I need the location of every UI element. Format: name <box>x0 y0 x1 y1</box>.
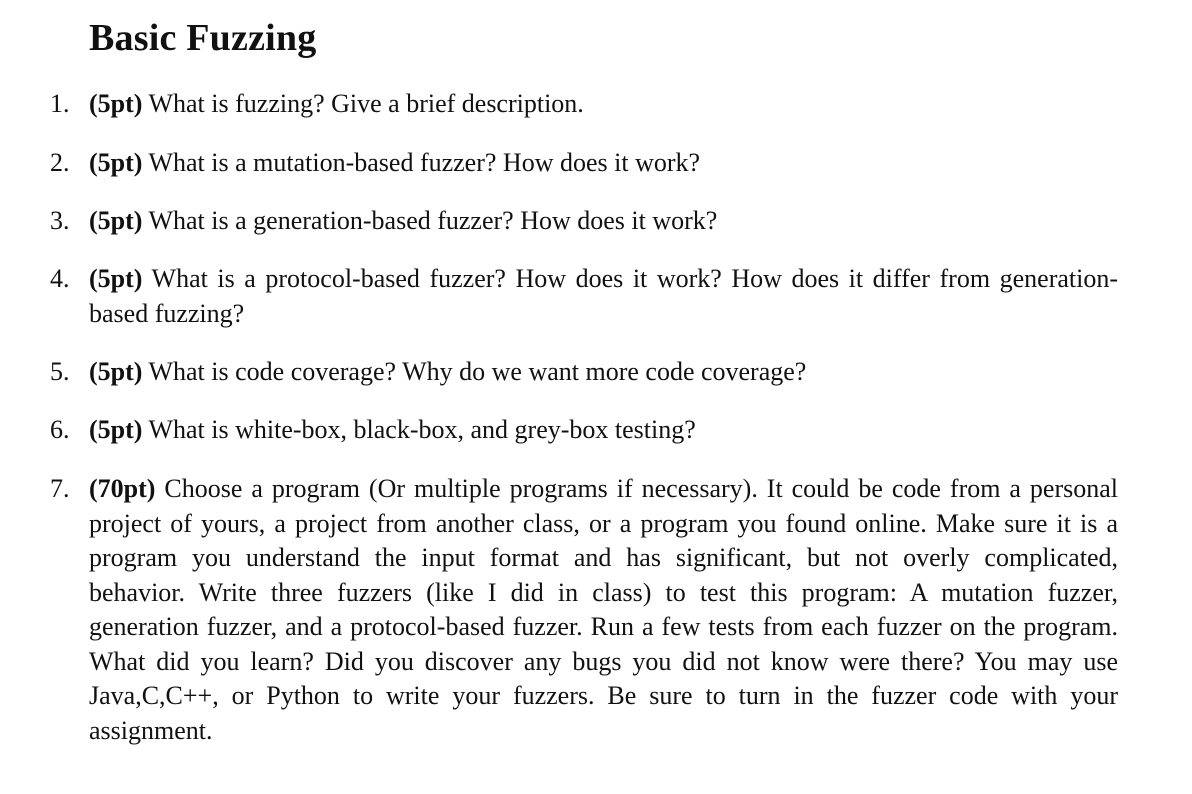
question-points: (5pt) <box>89 415 143 444</box>
page-title: Basic Fuzzing <box>89 17 317 59</box>
question-text: Choose a program (Or multiple programs if necessary). It could be code from a personal project of yours, a project from another class, or a program you found online. Make sure it is a program you understand the input format and has significant, but not overly complicated, behavior. Write three fuzzers (like I did in class) to test this program: A mutation fuzzer, generation fuzzer, and a protocol-based fuzzer. Run a few tests from each fuzzer on the program. What did you learn? Did you discover any bugs you did not know were there? You may use Java,C,C++, or Python to write your fuzzers. Be sure to turn in the fuzzer code with your assignment. <box>89 474 1119 745</box>
question-points: (5pt) <box>89 148 143 177</box>
question-number: 5. <box>50 357 70 386</box>
question-text: What is a protocol-based fuzzer? How does it work? How does it differ from generation-based fuzzing? <box>89 264 1118 328</box>
question-text: What is code coverage? Why do we want more code coverage? <box>148 357 807 386</box>
question-points: (5pt) <box>89 206 143 235</box>
question-number: 2. <box>50 148 70 177</box>
question-text: What is white-box, black-box, and grey-box testing? <box>148 415 696 444</box>
question-number: 4. <box>50 264 70 293</box>
question-points: (5pt) <box>89 357 143 386</box>
question-body <box>89 204 1118 239</box>
question-text: What is a mutation-based fuzzer? How does it work? <box>148 148 701 177</box>
question-body <box>89 472 1118 748</box>
question-text: What is a generation-based fuzzer? How does it work? <box>148 206 718 235</box>
question-text: What is fuzzing? Give a brief description. <box>148 89 584 118</box>
question-number: 3. <box>50 206 70 235</box>
question-number: 1. <box>50 89 70 118</box>
question-points: (70pt) <box>89 474 156 503</box>
question-number: 7. <box>50 474 70 503</box>
question-body <box>89 262 1118 331</box>
question-points: (5pt) <box>89 89 143 118</box>
question-body <box>89 87 1118 122</box>
question-points: (5pt) <box>89 264 143 293</box>
question-body <box>89 355 1118 390</box>
question-body <box>89 146 1118 181</box>
question-body <box>89 413 1118 448</box>
question-number: 6. <box>50 415 70 444</box>
